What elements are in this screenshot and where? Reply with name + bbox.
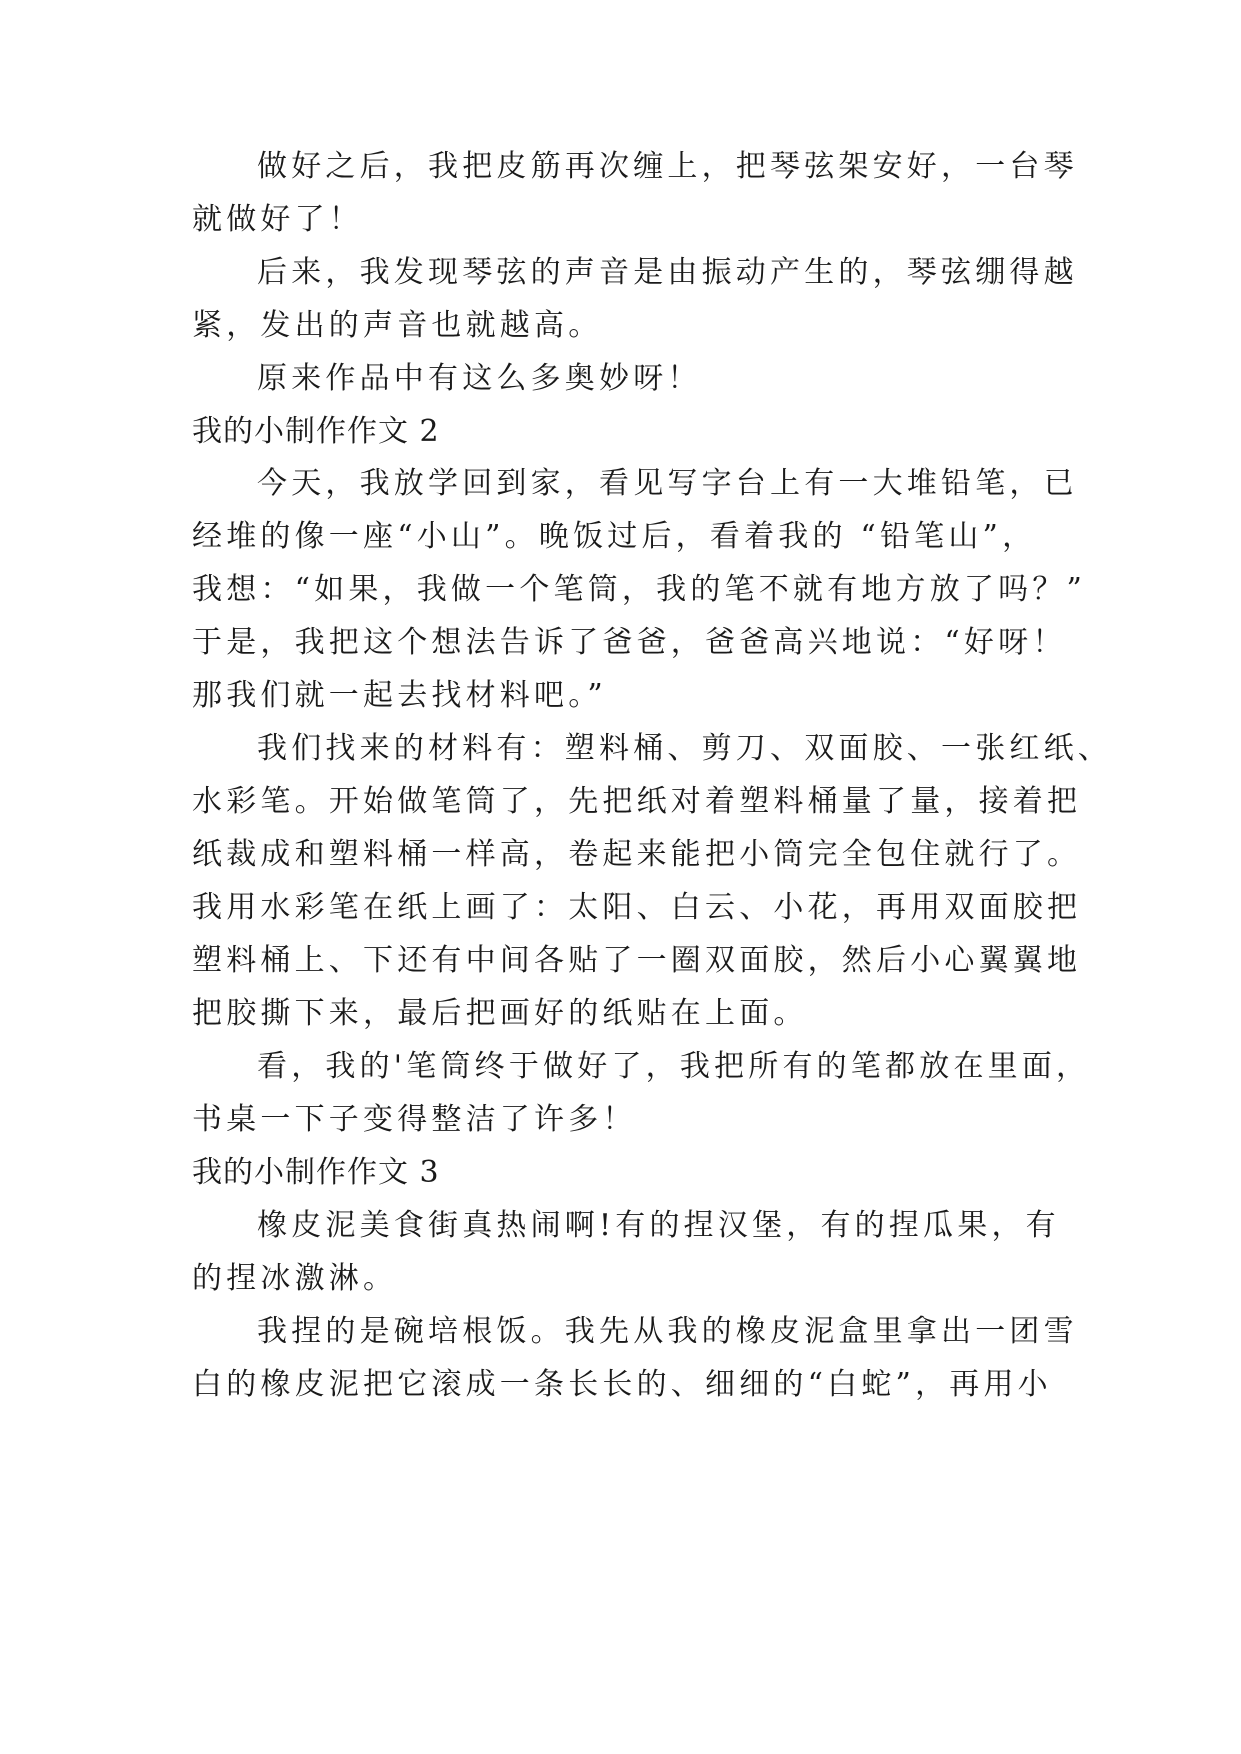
paragraph-line: 我用水彩笔在纸上画了：太阳、白云、小花，再用双面胶把: [192, 890, 1082, 925]
paragraph-line: 纸裁成和塑料桶一样高，卷起来能把小筒完全包住就行了。: [192, 837, 1082, 872]
paragraph-line: 把胶撕下来，最后把画好的纸贴在上面。: [192, 996, 808, 1031]
paragraph-line: 今天，我放学回到家，看见写字台上有一大堆铅笔，已: [257, 466, 1078, 501]
paragraph-line: 橡皮泥美食街真热闹啊!有的捏汉堡，有的捏瓜果，有: [257, 1208, 1060, 1243]
paragraph-line: 原来作品中有这么多奥妙呀！: [257, 361, 702, 396]
paragraph-line: 我想：“如果，我做一个笔筒，我的笔不就有地方放了吗？”: [192, 572, 1087, 607]
paragraph-line: 就做好了！: [192, 202, 363, 237]
section-heading: 我的小制作作文 3: [192, 1155, 440, 1190]
paragraph-line: 经堆的像一座“小山”。晚饭过后，看着我的 “铅笔山”，: [192, 519, 1037, 554]
paragraph-line: 于是，我把这个想法告诉了爸爸，爸爸高兴地说：“好呀！: [192, 625, 1067, 660]
paragraph-line: 书桌一下子变得整洁了许多！: [192, 1102, 637, 1137]
paragraph-line: 的捏冰激淋。: [192, 1261, 398, 1296]
paragraph-line: 看，我的'笔筒终于做好了，我把所有的笔都放在里面，: [257, 1049, 1091, 1084]
paragraph-line: 紧，发出的声音也就越高。: [192, 308, 603, 343]
section-heading: 我的小制作作文 2: [192, 414, 440, 449]
paragraph-line: 我们找来的材料有：塑料桶、剪刀、双面胶、一张红纸、: [257, 731, 1112, 766]
paragraph-line: 后来，我发现琴弦的声音是由振动产生的，琴弦绷得越: [257, 255, 1078, 290]
paragraph-line: 白的橡皮泥把它滚成一条长长的、细细的“白蛇”，再用小: [192, 1367, 1052, 1402]
paragraph-line: 那我们就一起去找材料吧。”: [192, 678, 607, 713]
paragraph-line: 水彩笔。开始做笔筒了，先把纸对着塑料桶量了量，接着把: [192, 784, 1082, 819]
paragraph-line: 我捏的是碗培根饭。我先从我的橡皮泥盒里拿出一团雪: [257, 1314, 1078, 1349]
paragraph-line: 塑料桶上、下还有中间各贴了一圈双面胶，然后小心翼翼地: [192, 943, 1082, 978]
paragraph-line: 做好之后，我把皮筋再次缠上，把琴弦架安好，一台琴: [257, 149, 1078, 184]
